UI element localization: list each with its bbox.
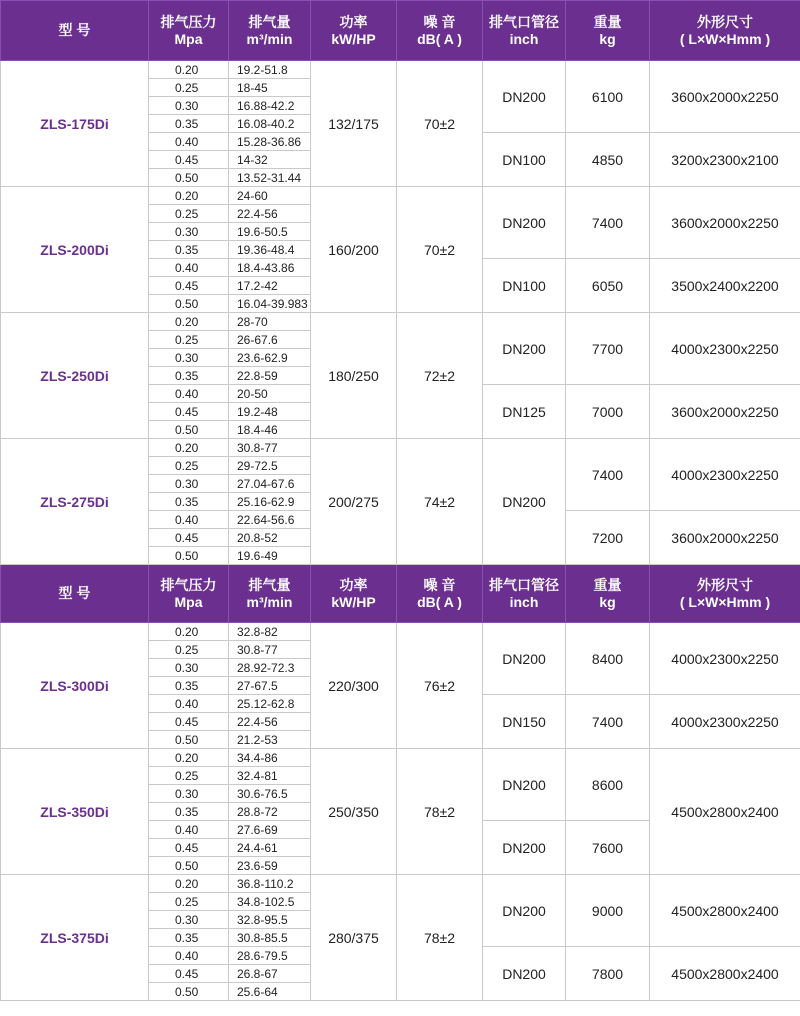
noise-cell: 78±2 — [397, 875, 483, 1001]
dims-cell: 3200x2300x2100 — [650, 133, 800, 187]
header-outlet: 排气口管径 inch — [483, 565, 566, 623]
flow-cell: 28-70 — [229, 313, 311, 331]
flow-cell: 27.6-69 — [229, 821, 311, 839]
flow-cell: 30.8-77 — [229, 439, 311, 457]
flow-cell: 19.6-50.5 — [229, 223, 311, 241]
power-cell: 132/175 — [311, 61, 397, 187]
weight-cell: 7800 — [566, 947, 650, 1001]
dims-cell: 4000x2300x2250 — [650, 313, 800, 385]
header-model: 型 号 — [1, 1, 149, 61]
dims-cell: 3600x2000x2250 — [650, 187, 800, 259]
model-name: ZLS-275Di — [1, 439, 149, 565]
model-name: ZLS-200Di — [1, 187, 149, 313]
model-name: ZLS-250Di — [1, 313, 149, 439]
flow-cell: 19.36-48.4 — [229, 241, 311, 259]
pressure-cell: 0.30 — [149, 659, 229, 677]
flow-cell: 16.04-39.983 — [229, 295, 311, 313]
flow-cell: 25.16-62.9 — [229, 493, 311, 511]
flow-cell: 18.4-43.86 — [229, 259, 311, 277]
dims-cell: 3500x2400x2200 — [650, 259, 800, 313]
flow-cell: 28.92-72.3 — [229, 659, 311, 677]
dims-cell: 4500x2800x2400 — [650, 875, 800, 947]
flow-cell: 19.2-48 — [229, 403, 311, 421]
table-row — [1, 875, 800, 893]
outlet-cell: DN200 — [483, 187, 566, 259]
flow-cell: 22.4-56 — [229, 205, 311, 223]
pressure-cell: 0.45 — [149, 403, 229, 421]
flow-cell: 34.8-102.5 — [229, 893, 311, 911]
outlet-cell: DN200 — [483, 61, 566, 133]
weight-cell: 7600 — [566, 821, 650, 875]
outlet-cell: DN125 — [483, 385, 566, 439]
flow-cell: 16.08-40.2 — [229, 115, 311, 133]
weight-cell: 7400 — [566, 439, 650, 511]
noise-cell: 72±2 — [397, 313, 483, 439]
pressure-cell: 0.50 — [149, 547, 229, 565]
pressure-cell: 0.25 — [149, 331, 229, 349]
weight-cell: 8600 — [566, 749, 650, 821]
outlet-cell: DN200 — [483, 821, 566, 875]
power-cell: 250/350 — [311, 749, 397, 875]
dims-cell: 4000x2300x2250 — [650, 695, 800, 749]
weight-cell: 6050 — [566, 259, 650, 313]
outlet-cell: DN200 — [483, 313, 566, 385]
outlet-cell: DN200 — [483, 623, 566, 695]
pressure-cell: 0.40 — [149, 947, 229, 965]
flow-cell: 30.8-77 — [229, 641, 311, 659]
power-cell: 180/250 — [311, 313, 397, 439]
weight-cell: 7200 — [566, 511, 650, 565]
flow-cell: 34.4-86 — [229, 749, 311, 767]
outlet-cell: DN200 — [483, 439, 566, 565]
pressure-cell: 0.25 — [149, 767, 229, 785]
pressure-cell: 0.30 — [149, 785, 229, 803]
header-outlet: 排气口管径 inch — [483, 1, 566, 61]
model-name: ZLS-300Di — [1, 623, 149, 749]
header-power: 功率 kW/HP — [311, 565, 397, 623]
dims-cell: 3600x2000x2250 — [650, 61, 800, 133]
pressure-cell: 0.35 — [149, 929, 229, 947]
outlet-cell: DN150 — [483, 695, 566, 749]
weight-cell: 9000 — [566, 875, 650, 947]
pressure-cell: 0.40 — [149, 133, 229, 151]
pressure-cell: 0.45 — [149, 839, 229, 857]
pressure-cell: 0.20 — [149, 61, 229, 79]
flow-cell: 18.4-46 — [229, 421, 311, 439]
pressure-cell: 0.35 — [149, 493, 229, 511]
table-row — [1, 623, 800, 641]
table-row — [1, 439, 800, 457]
header-noise: 噪 音 dB( A ) — [397, 565, 483, 623]
power-cell: 200/275 — [311, 439, 397, 565]
flow-cell: 32.4-81 — [229, 767, 311, 785]
outlet-cell: DN100 — [483, 259, 566, 313]
pressure-cell: 0.30 — [149, 97, 229, 115]
flow-cell: 20-50 — [229, 385, 311, 403]
table-row — [1, 61, 800, 79]
dims-cell: 4500x2800x2400 — [650, 749, 800, 875]
header-flow: 排气量 m³/min — [229, 1, 311, 61]
flow-cell: 21.2-53 — [229, 731, 311, 749]
header-flow: 排气量 m³/min — [229, 565, 311, 623]
pressure-cell: 0.50 — [149, 421, 229, 439]
pressure-cell: 0.25 — [149, 457, 229, 475]
flow-cell: 26.8-67 — [229, 965, 311, 983]
noise-cell: 78±2 — [397, 749, 483, 875]
pressure-cell: 0.50 — [149, 731, 229, 749]
outlet-cell: DN200 — [483, 947, 566, 1001]
pressure-cell: 0.25 — [149, 893, 229, 911]
pressure-cell: 0.45 — [149, 277, 229, 295]
pressure-cell: 0.25 — [149, 205, 229, 223]
pressure-cell: 0.20 — [149, 623, 229, 641]
flow-cell: 18-45 — [229, 79, 311, 97]
noise-cell: 70±2 — [397, 61, 483, 187]
weight-cell: 7400 — [566, 695, 650, 749]
table-row — [1, 187, 800, 205]
flow-cell: 15.28-36.86 — [229, 133, 311, 151]
outlet-cell: DN200 — [483, 749, 566, 821]
weight-cell: 6100 — [566, 61, 650, 133]
noise-cell: 76±2 — [397, 623, 483, 749]
header-power: 功率 kW/HP — [311, 1, 397, 61]
weight-cell: 7000 — [566, 385, 650, 439]
flow-cell: 24-60 — [229, 187, 311, 205]
flow-cell: 26-67.6 — [229, 331, 311, 349]
flow-cell: 14-32 — [229, 151, 311, 169]
header-weight: 重量 kg — [566, 565, 650, 623]
table-header-repeat — [1, 565, 800, 623]
pressure-cell: 0.50 — [149, 857, 229, 875]
flow-cell: 25.12-62.8 — [229, 695, 311, 713]
flow-cell: 27.04-67.6 — [229, 475, 311, 493]
pressure-cell: 0.40 — [149, 821, 229, 839]
pressure-cell: 0.40 — [149, 385, 229, 403]
pressure-cell: 0.30 — [149, 223, 229, 241]
flow-cell: 28.8-72 — [229, 803, 311, 821]
pressure-cell: 0.45 — [149, 713, 229, 731]
model-name: ZLS-350Di — [1, 749, 149, 875]
flow-cell: 32.8-82 — [229, 623, 311, 641]
weight-cell: 4850 — [566, 133, 650, 187]
flow-cell: 32.8-95.5 — [229, 911, 311, 929]
pressure-cell: 0.20 — [149, 439, 229, 457]
pressure-cell: 0.35 — [149, 677, 229, 695]
pressure-cell: 0.35 — [149, 115, 229, 133]
weight-cell: 8400 — [566, 623, 650, 695]
pressure-cell: 0.50 — [149, 983, 229, 1001]
flow-cell: 30.8-85.5 — [229, 929, 311, 947]
pressure-cell: 0.20 — [149, 187, 229, 205]
pressure-cell: 0.30 — [149, 475, 229, 493]
flow-cell: 22.8-59 — [229, 367, 311, 385]
noise-cell: 74±2 — [397, 439, 483, 565]
power-cell: 220/300 — [311, 623, 397, 749]
model-name: ZLS-175Di — [1, 61, 149, 187]
dims-cell: 4000x2300x2250 — [650, 439, 800, 511]
flow-cell: 19.2-51.8 — [229, 61, 311, 79]
flow-cell: 22.4-56 — [229, 713, 311, 731]
flow-cell: 19.6-49 — [229, 547, 311, 565]
flow-cell: 30.6-76.5 — [229, 785, 311, 803]
pressure-cell: 0.45 — [149, 151, 229, 169]
flow-cell: 16.88-42.2 — [229, 97, 311, 115]
header-model: 型 号 — [1, 565, 149, 623]
pressure-cell: 0.20 — [149, 875, 229, 893]
flow-cell: 22.64-56.6 — [229, 511, 311, 529]
pressure-cell: 0.40 — [149, 511, 229, 529]
model-name: ZLS-375Di — [1, 875, 149, 1001]
pressure-cell: 0.40 — [149, 259, 229, 277]
dims-cell: 3600x2000x2250 — [650, 511, 800, 565]
pressure-cell: 0.40 — [149, 695, 229, 713]
flow-cell: 20.8-52 — [229, 529, 311, 547]
weight-cell: 7400 — [566, 187, 650, 259]
outlet-cell: DN100 — [483, 133, 566, 187]
table-row — [1, 749, 800, 767]
pressure-cell: 0.35 — [149, 241, 229, 259]
dims-cell: 4500x2800x2400 — [650, 947, 800, 1001]
pressure-cell: 0.30 — [149, 911, 229, 929]
pressure-cell: 0.20 — [149, 749, 229, 767]
pressure-cell: 0.25 — [149, 79, 229, 97]
flow-cell: 23.6-59 — [229, 857, 311, 875]
table-header-top — [1, 1, 800, 61]
pressure-cell: 0.20 — [149, 313, 229, 331]
flow-cell: 36.8-110.2 — [229, 875, 311, 893]
table-row — [1, 313, 800, 331]
pressure-cell: 0.45 — [149, 965, 229, 983]
flow-cell: 23.6-62.9 — [229, 349, 311, 367]
flow-cell: 29-72.5 — [229, 457, 311, 475]
pressure-cell: 0.35 — [149, 803, 229, 821]
header-pressure: 排气压力 Mpa — [149, 565, 229, 623]
outlet-cell: DN200 — [483, 875, 566, 947]
dims-cell: 3600x2000x2250 — [650, 385, 800, 439]
pressure-cell: 0.45 — [149, 529, 229, 547]
header-noise: 噪 音 dB( A ) — [397, 1, 483, 61]
header-dims: 外形尺寸 ( L×W×Hmm ) — [650, 1, 800, 61]
pressure-cell: 0.30 — [149, 349, 229, 367]
flow-cell: 25.6-64 — [229, 983, 311, 1001]
noise-cell: 70±2 — [397, 187, 483, 313]
header-dims: 外形尺寸 ( L×W×Hmm ) — [650, 565, 800, 623]
flow-cell: 24.4-61 — [229, 839, 311, 857]
weight-cell: 7700 — [566, 313, 650, 385]
pressure-cell: 0.25 — [149, 641, 229, 659]
power-cell: 160/200 — [311, 187, 397, 313]
flow-cell: 28.6-79.5 — [229, 947, 311, 965]
header-pressure: 排气压力 Mpa — [149, 1, 229, 61]
flow-cell: 27-67.5 — [229, 677, 311, 695]
dims-cell: 4000x2300x2250 — [650, 623, 800, 695]
flow-cell: 17.2-42 — [229, 277, 311, 295]
header-weight: 重量 kg — [566, 1, 650, 61]
pressure-cell: 0.35 — [149, 367, 229, 385]
pressure-cell: 0.50 — [149, 295, 229, 313]
flow-cell: 13.52-31.44 — [229, 169, 311, 187]
power-cell: 280/375 — [311, 875, 397, 1001]
pressure-cell: 0.50 — [149, 169, 229, 187]
